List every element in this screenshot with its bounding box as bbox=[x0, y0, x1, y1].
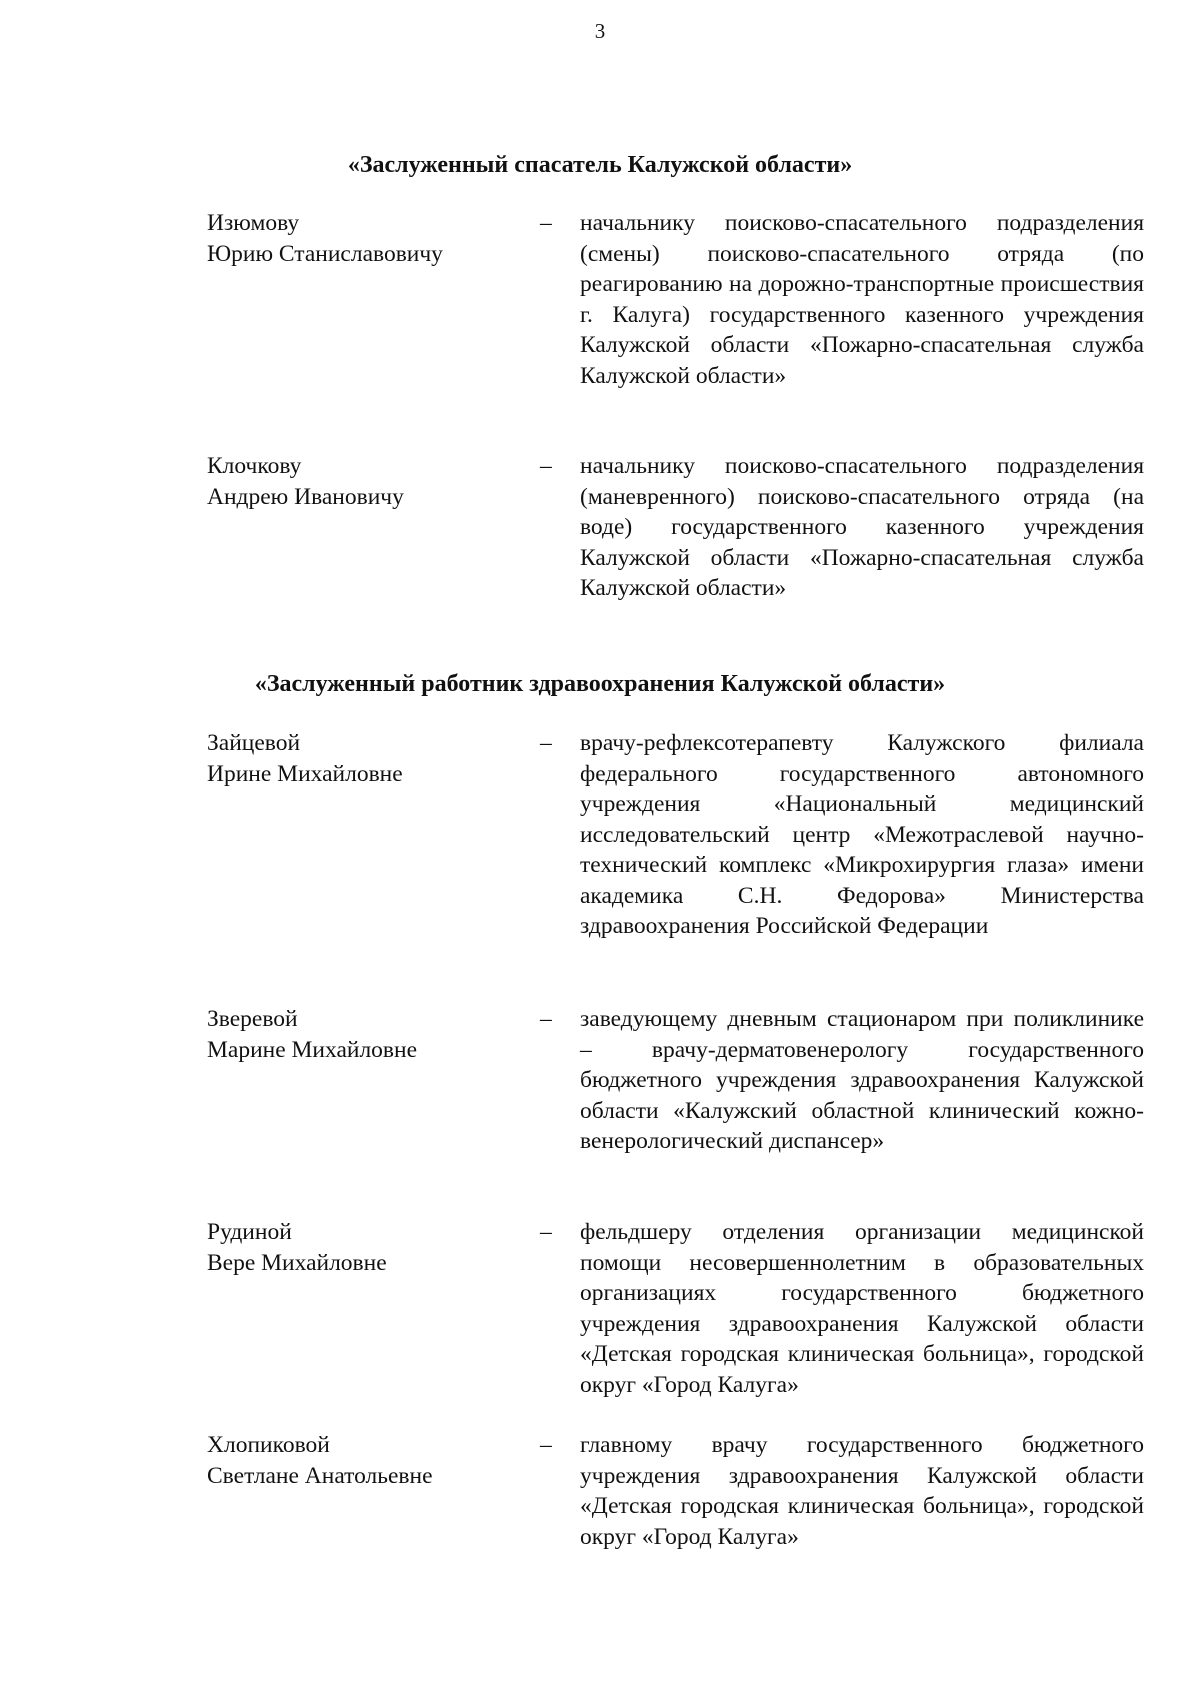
recipient-position: врачу-рефлексотерапевту Калужского филиала федерального государственного автономного учреждения «Национальный медицинский исследовательский центр «Межотраслевой научно-технический комплекс «Микрохирургия глаза» имени академика С.Н. Федорова» Министерства здравоохранения Российской Федерации bbox=[580, 730, 1144, 939]
recipient-given-names: Марине Михайловне bbox=[207, 1036, 418, 1063]
section-title-rescuer: «Заслуженный спасатель Калужской области» bbox=[347, 152, 853, 178]
recipient-given-names: Вере Михайловне bbox=[207, 1249, 387, 1276]
recipient-name bbox=[207, 1004, 507, 1065]
page-number: 3 bbox=[594, 19, 606, 43]
recipient-given-names: Ирине Михайловне bbox=[207, 760, 403, 787]
recipient-position: главному врачу государственного бюджетного учреждения здравоохранения Калужской области «Детская городская клиническая больница», городской округ «Город Калуга» bbox=[580, 1432, 1144, 1550]
recipient-position: начальнику поисково-спасательного подразделения (смены) поисково-спасательного отряда (по реагированию на дорожно-транспортные происшествия г. Калуга) государственного казенного учреждения Калужской области «Пожарно-спасательная служба Калужской области» bbox=[580, 210, 1144, 389]
recipient-given-names: Юрию Станиславовичу bbox=[207, 240, 443, 267]
recipient-position: начальнику поисково-спасательного подразделения (маневренного) поисково-спасательного отряда (на воде) государственного казенного учреждения Калужской области «Пожарно-спасательная служба Калужской области» bbox=[580, 453, 1144, 601]
recipient-position: заведующему дневным стационаром при поликлинике – врачу-дерматовенерологу государственного бюджетного учреждения здравоохранения Калужской области «Калужский областной клинический кожно-венерологический диспансер» bbox=[580, 1006, 1144, 1154]
recipient-given-names: Светлане Анатольевне bbox=[207, 1462, 433, 1489]
recipient-name bbox=[207, 208, 507, 269]
recipient-given-names: Андрею Ивановичу bbox=[207, 483, 404, 510]
entry-dash: – bbox=[540, 453, 552, 479]
entry-dash: – bbox=[540, 1006, 552, 1032]
recipient-name bbox=[207, 451, 507, 512]
entry-dash: – bbox=[540, 730, 552, 756]
recipient-surname: Зверевой bbox=[207, 1006, 298, 1032]
recipient-surname: Клочкову bbox=[207, 453, 302, 479]
entry-dash: – bbox=[540, 1219, 552, 1245]
section-title-healthcare: «Заслуженный работник здравоохранения Калужской области» bbox=[254, 671, 946, 697]
recipient-name bbox=[207, 728, 507, 789]
entry-dash: – bbox=[540, 210, 552, 236]
recipient-surname: Зайцевой bbox=[207, 730, 301, 756]
recipient-surname: Рудиной bbox=[207, 1219, 292, 1245]
recipient-surname: Хлопиковой bbox=[207, 1432, 330, 1458]
recipient-position: фельдшеру отделения организации медицинской помощи несовершеннолетним в образовательных организациях государственного бюджетного учреждения здравоохранения Калужской области «Детская городская клиническая больница», городской округ «Город Калуга» bbox=[580, 1219, 1144, 1398]
recipient-name bbox=[207, 1217, 507, 1278]
entry-dash: – bbox=[540, 1432, 552, 1458]
recipient-surname: Изюмову bbox=[207, 210, 300, 236]
recipient-name bbox=[207, 1430, 507, 1491]
